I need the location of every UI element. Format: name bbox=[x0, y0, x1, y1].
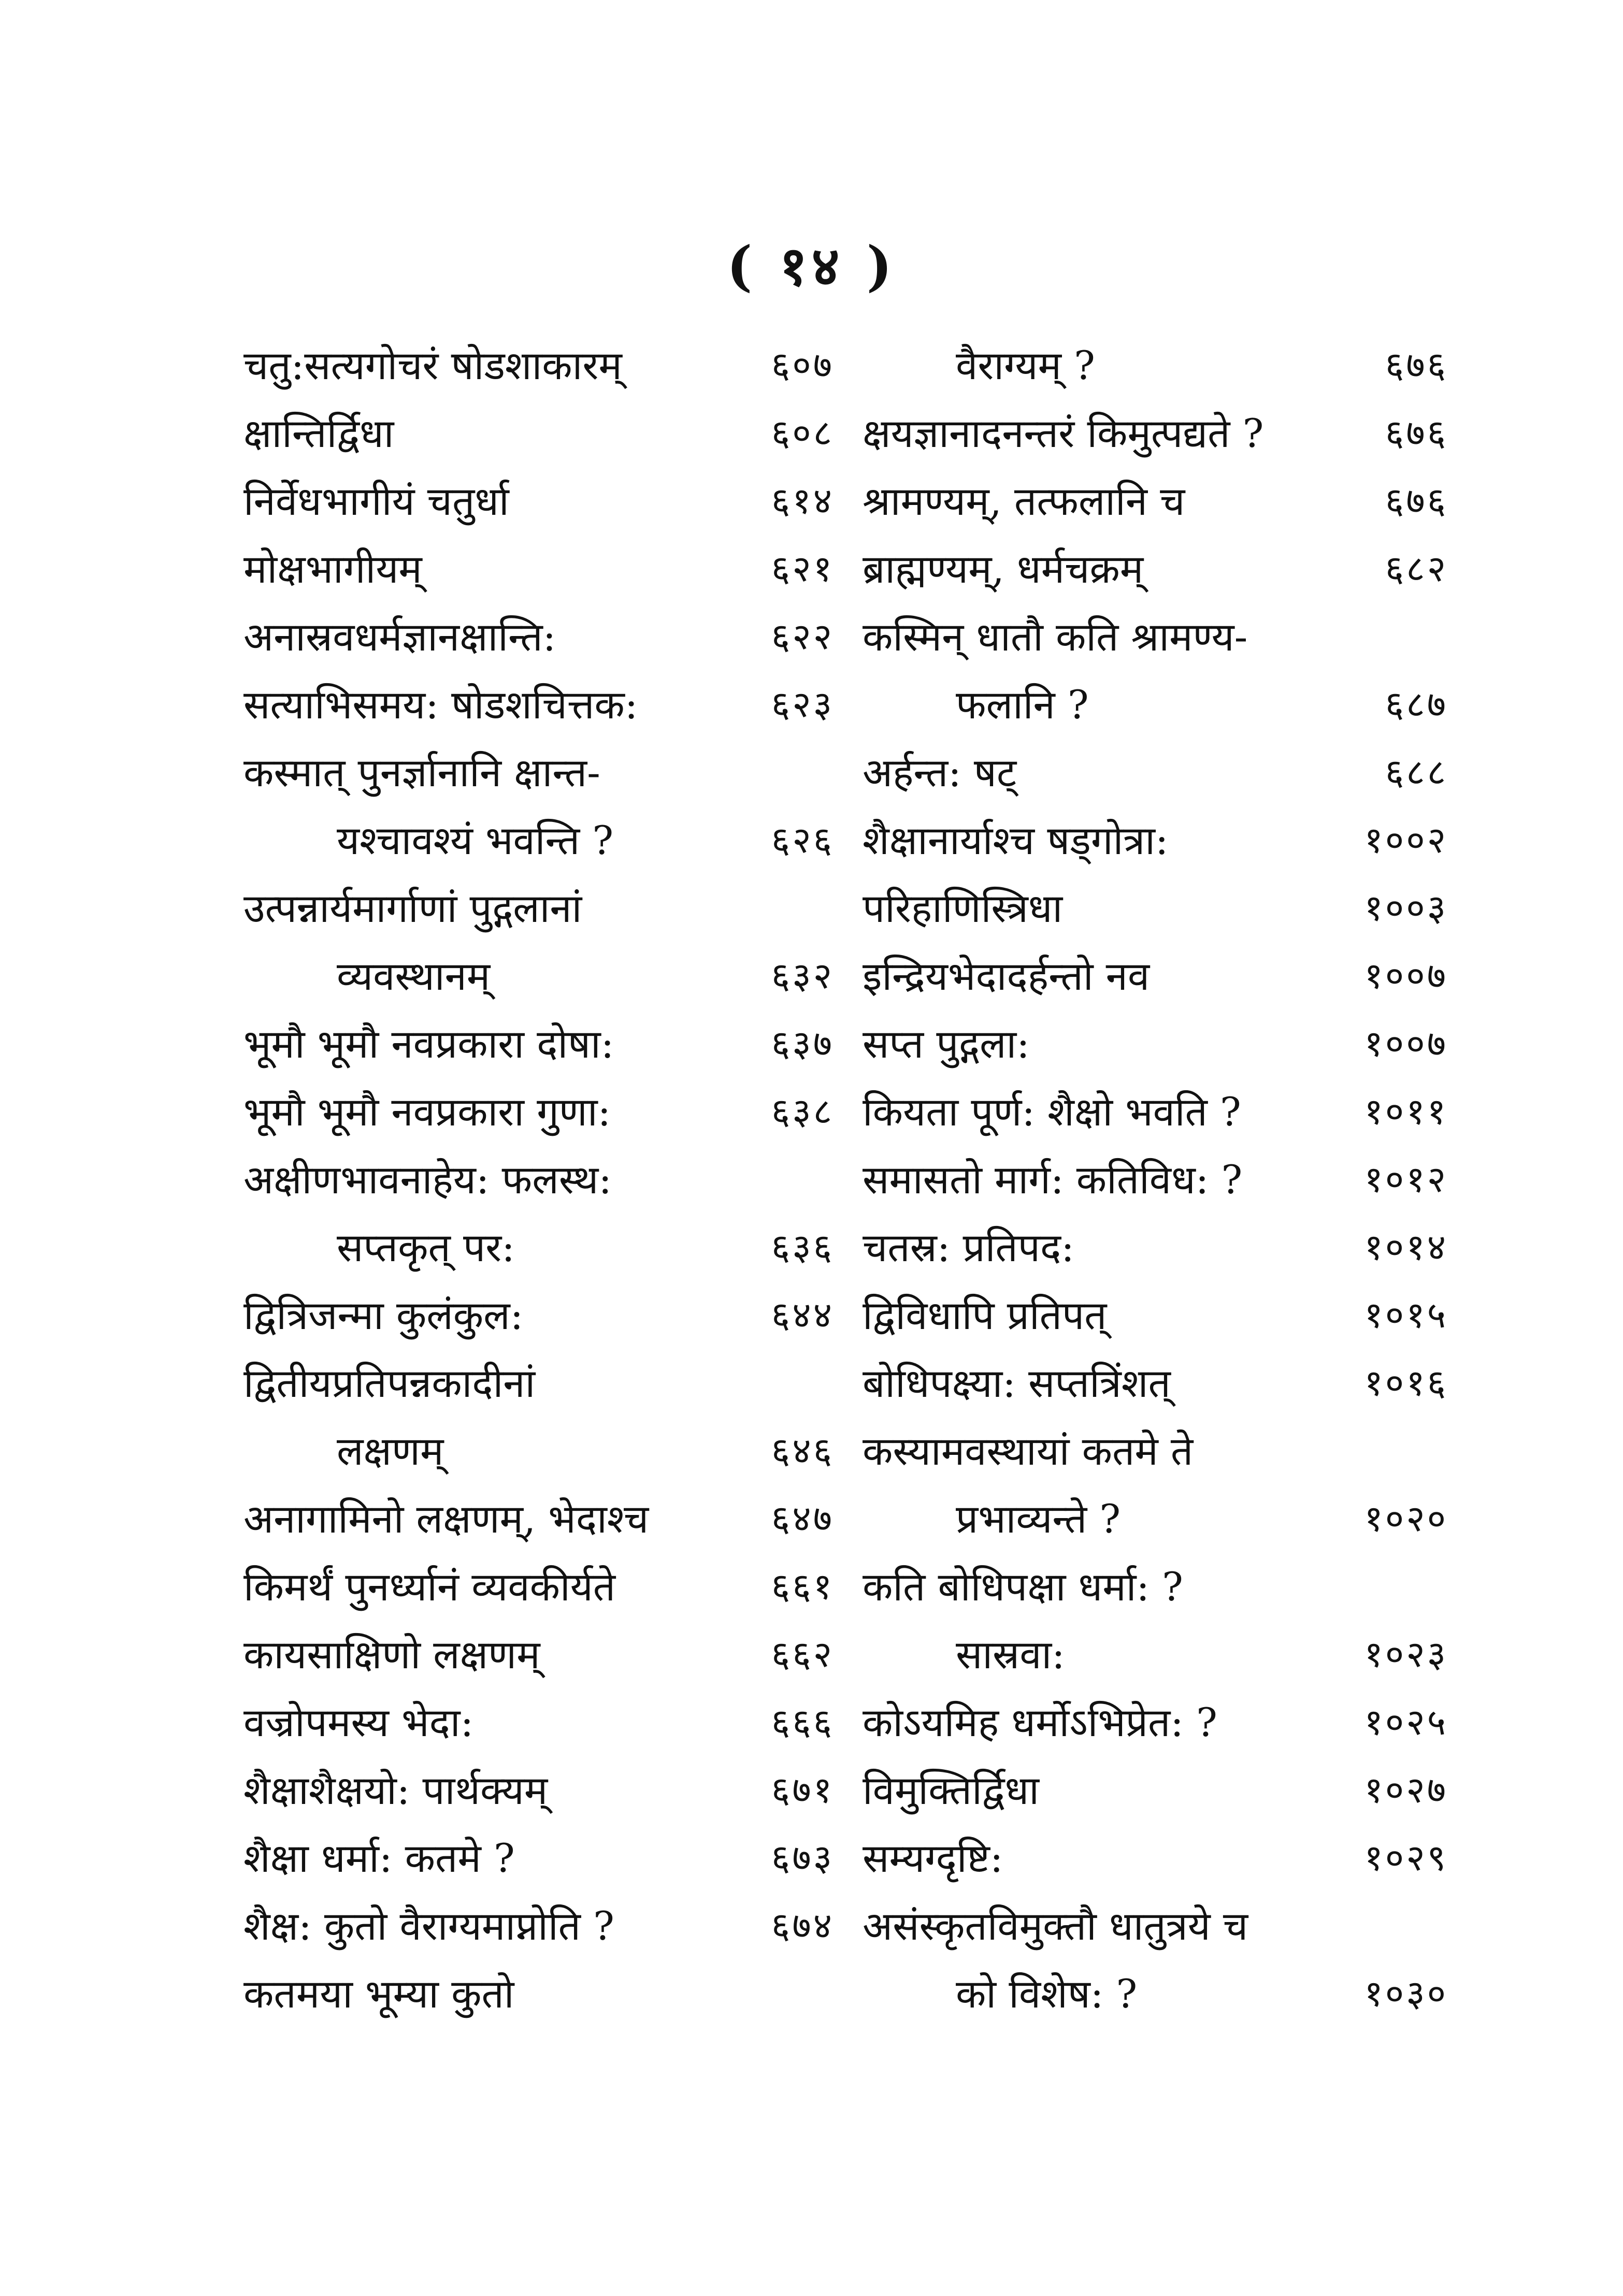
toc-entry-title: उत्पन्नार्यमार्गाणां पुद्गलानां bbox=[243, 885, 582, 931]
toc-entry-title: कियता पूर्ण: शैक्षो भवति ? bbox=[863, 1089, 1241, 1135]
toc-entry-page-number: ६७६ bbox=[1385, 344, 1448, 386]
toc-entry-page-number: १०१५ bbox=[1364, 1294, 1448, 1336]
toc-entry-title: परिहाणिस्त्रिधा bbox=[863, 885, 1063, 931]
toc-entry bbox=[863, 671, 1448, 739]
toc-entry-page-number: ६८८ bbox=[1385, 751, 1448, 793]
toc-entry-page-number: १००२ bbox=[1364, 819, 1448, 861]
toc-entry-title: क्षान्तिर्द्विधा bbox=[243, 410, 394, 456]
toc-entry bbox=[863, 1485, 1448, 1553]
toc-right-column bbox=[863, 331, 1448, 2028]
toc-entry-page-number: ६२२ bbox=[771, 615, 834, 658]
toc-entry bbox=[863, 467, 1448, 535]
toc-entry-title: भूमौ भूमौ नवप्रकारा गुणा: bbox=[243, 1089, 611, 1135]
page-number: ( १४ ) bbox=[727, 234, 896, 298]
toc-entry-page-number: १०२९ bbox=[1364, 1837, 1448, 1879]
toc-entry bbox=[243, 535, 834, 603]
toc-entry-page-number: ६६२ bbox=[771, 1633, 834, 1676]
toc-entry-title: द्वितीयप्रतिपन्नकादीनां bbox=[243, 1360, 536, 1406]
toc-entry-page-number: ६७६ bbox=[1385, 480, 1448, 522]
toc-entry bbox=[243, 1756, 834, 1824]
toc-entry-page-number: १०११ bbox=[1364, 1090, 1448, 1133]
toc-entry-title: कोऽयमिह धर्मोऽभिप्रेत: ? bbox=[863, 1699, 1217, 1745]
toc-entry-title: ब्राह्मण्यम्, धर्मचक्रम् bbox=[863, 546, 1144, 592]
toc-entry bbox=[863, 942, 1448, 1010]
toc-entry-title: फलानि ? bbox=[956, 682, 1089, 728]
toc-entry-page-number: ६२३ bbox=[771, 683, 834, 726]
toc-entry-title: भूमौ भूमौ नवप्रकारा दोषा: bbox=[243, 1021, 614, 1067]
toc-entry-page-number: ६१४ bbox=[771, 480, 834, 522]
toc-entry-title: श्रामण्यम्, तत्फलानि च bbox=[863, 478, 1185, 524]
toc-entry-title: कस्यामवस्थायां कतमे ते bbox=[863, 1428, 1194, 1474]
toc-entry-title: प्रभाव्यन्ते ? bbox=[956, 1496, 1121, 1542]
toc-entry-page-number: ६०७ bbox=[771, 344, 834, 386]
toc-entry-title: कस्मिन् धातौ कति श्रामण्य- bbox=[863, 614, 1248, 660]
toc-entry bbox=[863, 1553, 1448, 1621]
toc-entry-page-number: १०१२ bbox=[1364, 1158, 1448, 1201]
toc-entry-title: द्विविधापि प्रतिपत् bbox=[863, 1292, 1107, 1338]
toc-entry-title: वज्रोपमस्य भेदा: bbox=[243, 1699, 474, 1745]
toc-entry bbox=[243, 1078, 834, 1146]
toc-entry-title: व्यवस्थानम् bbox=[337, 953, 491, 999]
toc-entry-page-number: ६२१ bbox=[771, 547, 834, 590]
toc-entry-page-number: ६३८ bbox=[771, 1090, 834, 1133]
toc-entry-title: कतमया भूम्या कुतो bbox=[243, 1971, 514, 2017]
toc-entry bbox=[863, 806, 1448, 874]
toc-entry bbox=[863, 1078, 1448, 1146]
toc-entry bbox=[243, 806, 834, 874]
toc-entry bbox=[863, 1688, 1448, 1756]
toc-entry bbox=[243, 1485, 834, 1553]
toc-entry-title: सप्त पुद्गला: bbox=[863, 1021, 1030, 1067]
toc-entry bbox=[243, 1281, 834, 1349]
toc-entry-page-number: ६४४ bbox=[771, 1294, 834, 1336]
toc-entry-title: क्षयज्ञानादनन्तरं किमुत्पद्यते ? bbox=[863, 410, 1264, 456]
toc-entry-title: निर्वेधभागीयं चतुर्धा bbox=[243, 478, 509, 524]
toc-entry-title: लक्षणम् bbox=[337, 1428, 444, 1474]
toc-entry bbox=[863, 1146, 1448, 1214]
toc-entry-title: विमुक्तिर्द्विधा bbox=[863, 1767, 1039, 1813]
toc-entry bbox=[243, 1621, 834, 1688]
toc-entry-title: अनास्रवधर्मज्ञानक्षान्ति: bbox=[243, 614, 556, 660]
toc-entry bbox=[243, 1960, 834, 2028]
toc-entry-title: अनागामिनो लक्षणम्, भेदाश्च bbox=[243, 1496, 649, 1542]
toc-entry-page-number: १०२३ bbox=[1364, 1633, 1448, 1676]
toc-entry-title: मोक्षभागीयम् bbox=[243, 546, 422, 592]
toc-entry-page-number: ६३६ bbox=[771, 1226, 834, 1268]
toc-entry-title: असंस्कृतविमुक्तौ धातुत्रये च bbox=[863, 1903, 1248, 1949]
toc-entry-title: चतु:सत्यगोचरं षोडशाकारम् bbox=[243, 342, 622, 388]
toc-entry-title: सास्रवा: bbox=[956, 1631, 1065, 1678]
toc-entry-title: शैक्ष: कुतो वैराग्यमाप्नोति ? bbox=[243, 1903, 614, 1949]
toc-entry-page-number: ६८७ bbox=[1385, 683, 1448, 726]
toc-entry bbox=[243, 942, 834, 1010]
toc-entry bbox=[243, 671, 834, 739]
toc-entry bbox=[863, 1349, 1448, 1417]
toc-entry bbox=[243, 467, 834, 535]
toc-entry bbox=[863, 399, 1448, 467]
toc-entry-title: शैक्षाशैक्षयो: पार्थक्यम् bbox=[243, 1767, 548, 1813]
toc-entry bbox=[863, 603, 1448, 671]
toc-entry-title: शैक्षानार्याश्च षड्गोत्रा: bbox=[863, 817, 1169, 863]
toc-entry-title: चतस्र: प्रतिपद: bbox=[863, 1224, 1074, 1270]
toc-entry-page-number: १०१४ bbox=[1364, 1226, 1448, 1268]
toc-entry-page-number: १०२७ bbox=[1364, 1769, 1448, 1811]
toc-entry-page-number: १०२५ bbox=[1364, 1701, 1448, 1743]
toc-entry bbox=[243, 1349, 834, 1417]
toc-entry-title: सत्याभिसमय: षोडशचित्तक: bbox=[243, 682, 638, 728]
toc-entry-title: सप्तकृत् पर: bbox=[337, 1224, 515, 1270]
toc-entry-page-number: १००७ bbox=[1364, 955, 1448, 997]
toc-entry bbox=[863, 874, 1448, 942]
toc-entry-title: कति बोधिपक्षा धर्मा: ? bbox=[863, 1564, 1183, 1610]
toc-entry bbox=[243, 1824, 834, 1892]
toc-entry bbox=[863, 1010, 1448, 1078]
toc-entry bbox=[863, 739, 1448, 806]
toc-entry-page-number: ६३७ bbox=[771, 1022, 834, 1065]
toc-entry bbox=[863, 535, 1448, 603]
toc-entry-page-number: १०१६ bbox=[1364, 1362, 1448, 1404]
toc-entry bbox=[243, 1892, 834, 1960]
toc-entry-title: किमर्थं पुनर्ध्यानं व्यवकीर्यते bbox=[243, 1564, 616, 1610]
toc-entry bbox=[863, 1756, 1448, 1824]
toc-left-column bbox=[243, 331, 834, 2028]
toc-entry bbox=[243, 739, 834, 806]
toc-entry-title: वैराग्यम् ? bbox=[956, 342, 1095, 388]
toc-entry bbox=[243, 874, 834, 942]
toc-entry bbox=[863, 331, 1448, 399]
toc-entry-title: द्वित्रिजन्मा कुलंकुल: bbox=[243, 1292, 524, 1338]
toc-entry-page-number: ६४७ bbox=[771, 1497, 834, 1540]
toc-entry bbox=[863, 1892, 1448, 1960]
toc-entry-title: यश्चावश्यं भवन्ति ? bbox=[337, 817, 614, 863]
toc-entry bbox=[243, 1010, 834, 1078]
toc-entry-page-number: ६२६ bbox=[771, 819, 834, 861]
toc-entry bbox=[863, 1417, 1448, 1485]
toc-entry bbox=[243, 603, 834, 671]
toc-entry-title: शैक्षा धर्मा: कतमे ? bbox=[243, 1835, 515, 1881]
toc-entry bbox=[243, 1417, 834, 1485]
toc-entry-page-number: ६८२ bbox=[1385, 547, 1448, 590]
toc-entry bbox=[243, 1146, 834, 1214]
toc-entry bbox=[243, 1553, 834, 1621]
toc-entry bbox=[863, 1824, 1448, 1892]
toc-entry-title: बोधिपक्ष्या: सप्तत्रिंशत् bbox=[863, 1360, 1171, 1406]
toc-entry bbox=[863, 1214, 1448, 1281]
toc-entry-title: को विशेष: ? bbox=[956, 1971, 1138, 2017]
toc-entry-page-number: ६६१ bbox=[771, 1565, 834, 1608]
toc-entry-page-number: ६०८ bbox=[771, 412, 834, 454]
toc-entry-page-number: ६४६ bbox=[771, 1429, 834, 1472]
toc-entry bbox=[243, 331, 834, 399]
toc-entry-page-number: ६३२ bbox=[771, 955, 834, 997]
toc-entry bbox=[863, 1621, 1448, 1688]
toc-entry-page-number: १००३ bbox=[1364, 887, 1448, 929]
toc-entry-title: समासतो मार्ग: कतिविध: ? bbox=[863, 1157, 1243, 1203]
toc-entry bbox=[243, 1214, 834, 1281]
toc-entry bbox=[863, 1960, 1448, 2028]
toc-entry-page-number: १०३० bbox=[1364, 1972, 1448, 2015]
toc-entry-title: कायसाक्षिणो लक्षणम् bbox=[243, 1631, 540, 1678]
toc-entry bbox=[243, 1688, 834, 1756]
toc-entry-page-number: १०२० bbox=[1364, 1497, 1448, 1540]
toc-entry-page-number: ६७३ bbox=[771, 1837, 834, 1879]
toc-entry-title: सम्यग्दृष्टि: bbox=[863, 1835, 1003, 1881]
toc-entry-page-number: १००७ bbox=[1364, 1022, 1448, 1065]
toc-entry-title: अक्षीणभावनाहेय: फलस्थ: bbox=[243, 1157, 612, 1203]
toc-entry bbox=[863, 1281, 1448, 1349]
toc-entry bbox=[243, 399, 834, 467]
toc-entry-title: अर्हन्त: षट् bbox=[863, 749, 1017, 796]
toc-entry-page-number: ६७६ bbox=[1385, 412, 1448, 454]
toc-entry-page-number: ६७४ bbox=[771, 1904, 834, 1947]
toc-entry-title: इन्द्रियभेदादर्हन्तो नव bbox=[863, 953, 1150, 999]
toc-entry-page-number: ६७१ bbox=[771, 1769, 834, 1811]
toc-entry-page-number: ६६६ bbox=[771, 1701, 834, 1743]
toc-entry-title: कस्मात् पुनर्ज्ञानानि क्षान्त- bbox=[243, 749, 600, 796]
